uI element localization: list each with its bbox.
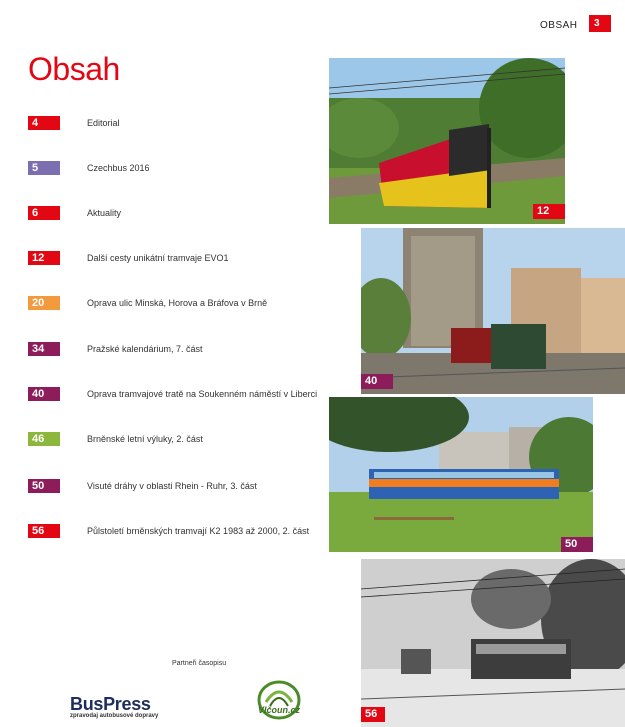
toc-page-badge: 6 <box>28 206 60 220</box>
toc-row[interactable] <box>28 296 328 310</box>
photo-bw-tram[interactable] <box>361 559 625 727</box>
toc-page-badge: 20 <box>28 296 60 310</box>
buspress-subtitle: zpravodaj autobusové dopravy <box>70 713 159 719</box>
toc-page-badge: 50 <box>28 479 60 493</box>
toc-title: Aktuality <box>87 208 122 218</box>
tram-photo-illustration <box>329 397 593 552</box>
toc-title: Visuté dráhy v oblasti Rhein - Ruhr, 3. část <box>87 481 257 491</box>
photo-red-tram[interactable] <box>329 58 565 224</box>
page-title: Obsah <box>28 51 120 87</box>
toc-row[interactable] <box>28 524 328 538</box>
photo-page-badge: 40 <box>361 374 393 389</box>
toc-title: Pražské kalendárium, 7. část <box>87 344 203 354</box>
photo-blue-tram[interactable] <box>329 397 593 552</box>
toc-row[interactable] <box>28 342 328 356</box>
toc-title: Editorial <box>87 118 120 128</box>
photo-page-badge: 12 <box>533 204 565 219</box>
toc-row[interactable] <box>28 116 328 130</box>
buspress-logo[interactable] <box>70 695 158 719</box>
toc-row[interactable] <box>28 161 328 175</box>
vlcoun-logo-icon[interactable] <box>256 680 302 724</box>
vlcoun-name: Vlčoun.cz <box>258 705 301 715</box>
tram-photo-illustration <box>361 559 625 727</box>
toc-page-badge: 40 <box>28 387 60 401</box>
photo-page-badge: 50 <box>561 537 593 552</box>
toc-title: Oprava ulic Minská, Horova a Bráfova v Brně <box>87 298 268 308</box>
photo-page-badge: 56 <box>361 707 385 722</box>
tram-photo-illustration <box>329 58 565 224</box>
buspress-name: BusPress <box>70 694 151 714</box>
toc-row[interactable] <box>28 387 328 401</box>
toc-title: Oprava tramvajové tratě na Soukenném náměstí v Liberci <box>87 389 318 399</box>
toc-title: Další cesty unikátní tramvaje EVO1 <box>87 253 229 263</box>
toc-page-badge: 34 <box>28 342 60 356</box>
partners-label: Partneři časopisu <box>172 660 227 667</box>
photo-historic-tram[interactable] <box>361 228 625 394</box>
toc-row[interactable] <box>28 479 328 493</box>
toc-title: Czechbus 2016 <box>87 163 150 173</box>
toc-page-badge: 12 <box>28 251 60 265</box>
toc-page-badge: 46 <box>28 432 60 446</box>
tram-photo-illustration <box>361 228 625 394</box>
page-number: 3 <box>589 15 611 32</box>
toc-page-badge: 4 <box>28 116 60 130</box>
section-label: OBSAH <box>540 20 578 31</box>
toc-row[interactable] <box>28 206 328 220</box>
toc-title: Brněnské letní výluky, 2. část <box>87 434 203 444</box>
toc-row[interactable] <box>28 251 328 265</box>
toc-page-badge: 56 <box>28 524 60 538</box>
toc-page-badge: 5 <box>28 161 60 175</box>
toc-row[interactable] <box>28 432 328 446</box>
toc-title: Půlstoletí brněnských tramvají K2 1983 až 2000, 2. část <box>87 526 310 536</box>
